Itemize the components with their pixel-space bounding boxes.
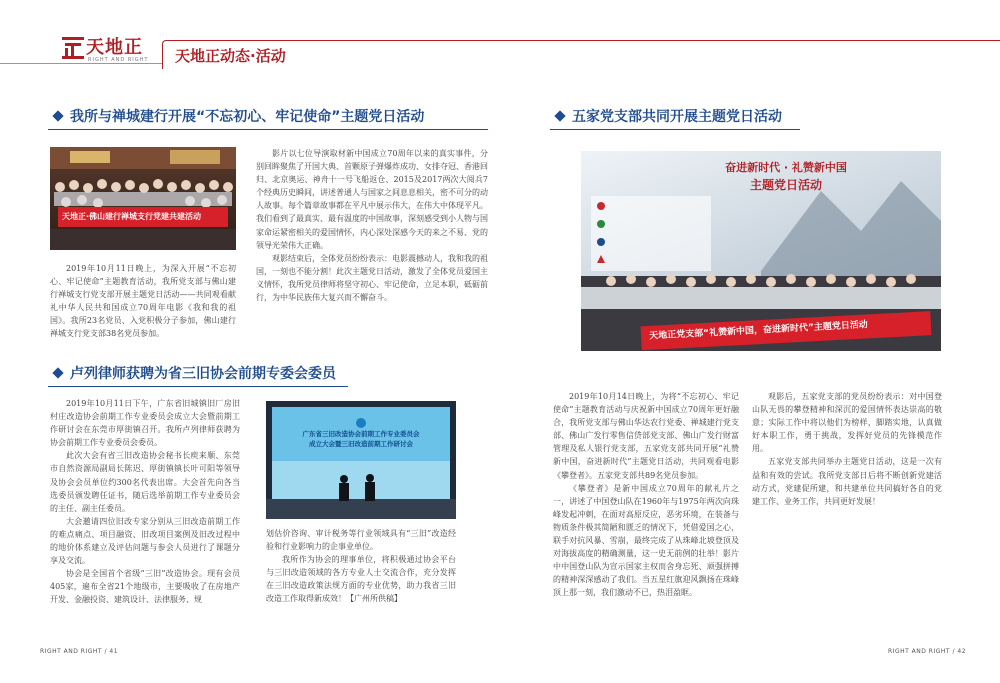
article2-text-left <box>50 397 240 607</box>
article3-title: 五家党支部共同开展主题党日活动 <box>572 109 782 125</box>
article1-title: 我所与禅城建行开展“不忘初心、牢记使命”主题党日活动 <box>70 109 425 125</box>
article3-text-right <box>752 390 942 508</box>
article2-title: 卢列律师获聘为省三旧协会前期专委会委员 <box>70 366 336 382</box>
article1-paragraph: 2019年10月11日晚上，为深入开展“不忘初心、牢记使命”主题教育活动，我所党支部与佛山建行禅城支行党支部开展主题党日活动——共同观看献礼中华人民共和国成立70周年电影《我和我的祖国》。我所23名党员、入党积极分子参加，佛山建行禅城支行党支部38名党员参加。 <box>50 264 236 339</box>
article3-photo-banner: 天地正党支部“礼赞新中国，奋进新时代”主题党日活动 <box>649 320 869 342</box>
article3-paragraph: 《攀登者》是新中国成立70周年的献礼片之一，讲述了中国登山队在1960年与1975年两次向珠峰发起冲刺，在面对高原反应，恶劣环境，在装备与物质条件极其简陋和匮乏的情况下，凭借爱国之心，联手对抗风暴、雪崩，最终完成了从珠峰北坡登顶及对海拔高度的精确测量，这一史无前例的壮举！影片中中国登山队为宣示国家主权而舍身忘死、顽强拼搏的精神深深感动了我们。当五星红旗迎风飘扬在珠峰顶上那一刻，我们激动不已，热泪盈眶。 <box>553 483 739 598</box>
page-number-right: RIGHT AND RIGHT / 42 <box>888 648 967 655</box>
logo-text: 天地正 <box>86 37 143 58</box>
article2-paragraph: 协会是全国首个省级“三旧”改造协会。现有会员405家，遍布全省21个地级市，主要吸收了在房地产开发、金融投资、建筑设计、法律服务、规 <box>50 569 240 605</box>
article2-paragraph: 此次大会有省三旧改造协会秘书长庾来顺、东莞市自然资源局副局长陈迟、厚街镇镇长叶可阳等领导及协会会员单位约300名代表出席。大会首先向各当选委员颁发聘任证书，随后选举前期工作专业委员会的主任、副主任委员。 <box>50 451 240 513</box>
diamond-bullet-icon <box>52 367 63 378</box>
article3-screen-title2: 主题党日活动 <box>749 178 822 192</box>
logo-subtitle: RIGHT AND RIGHT <box>88 57 149 63</box>
section-header <box>162 40 1000 69</box>
article3-paragraph: 2019年10月14日晚上，为将“不忘初心、牢记使命”主题教育活动与庆祝新中国成立70周年更好融合，我所党支部与佛山华达农行党委、禅城建行党支部、佛山广发行零售信贷部党支部、佛山广发行财富管理及私人银行党支部，五家党支部共同开展“礼赞新中国，奋进新时代”主题党日活动，共同观看电影《攀登者》。五家党支部共89名党员参加。 <box>553 392 739 480</box>
article1-photo <box>50 147 236 250</box>
diamond-bullet-icon <box>554 110 565 121</box>
page-number-left: RIGHT AND RIGHT / 41 <box>40 648 119 655</box>
article2-photo <box>266 401 456 519</box>
article2-text-right <box>266 527 456 606</box>
article1-paragraph: 观影结束后，全体党员纷纷表示：电影震撼动人，我和我的祖国，一刻也不能分割！此次主题党日活动，激发了全体党员爱国主义情怀，我所党员律师将坚守初心、牢记使命，立足本职，砥砺前行，为中华民族伟大复兴而不懈奋斗。 <box>256 253 488 303</box>
article2-screen-line2: 成立大会暨三旧改造前期工作研讨会 <box>309 440 413 448</box>
article2-screen-line1: 广东省三旧改造协会前期工作专业委员会 <box>302 430 420 438</box>
article1-text-left <box>50 262 236 341</box>
section-header-title: 天地正动态·活动 <box>175 47 286 65</box>
article3-paragraph: 观影后，五家党支部的党员纷纷表示：对中国登山队无畏的攀登精神和深沉的爱国情怀表达崇高的敬意；实际工作中将以他们为榜样，脚踏实地，认真做好本职工作，勇于挑战，发挥好党员的先锋模范作用。 <box>752 392 942 454</box>
article2-paragraph: 2019年10月11日下午，广东省旧城镇旧厂房旧村庄改造协会前期工作专业委员会成立大会暨前期工作研讨会在东莞市厚街镇召开。我所卢列律师获聘为协会前期工作专业委员会委员。 <box>50 399 240 448</box>
brand-logo <box>62 33 157 71</box>
article3-text-left <box>553 390 739 600</box>
article1-photo-banner: 天地正·佛山建行禅城支行党建共建活动 <box>62 212 202 221</box>
logo-mark-icon <box>62 37 84 59</box>
article3-heading <box>550 106 800 130</box>
article2-paragraph: 划估价咨询、审计税务等行业领域具有“三旧”改造经验和行业影响力的企事业单位。 <box>266 529 456 552</box>
article3-screen-title1: 奋进新时代 · 礼赞新中国 <box>725 161 847 174</box>
article1-text-right <box>256 147 488 304</box>
article2-paragraph: 我所作为协会的理事单位，将积极通过协会平台与三旧改造领域的各方专业人士交流合作，充分发挥在三旧改造政策法规方面的专业优势，助力我省三旧改造工作取得新成效！【广州所供稿】 <box>266 555 456 604</box>
diamond-bullet-icon <box>52 110 63 121</box>
article3-paragraph: 五家党支部共同举办主题党日活动，这是一次有益和有效的尝试。我所党支部日后将不断创新党建活动方式，党建促所建，和共建单位共同搞好各自的党建工作、业务工作，共同更好发展！ <box>752 457 942 506</box>
article1-heading <box>48 106 488 130</box>
article2-paragraph: 大会邀请四位旧改专家分别从三旧改造前期工作的难点痛点、项目融资、旧改项目案例及旧改过程中的地价体系建立及评估问题与参会人员进行了课题分享及交流。 <box>50 516 240 566</box>
article3-photo <box>581 151 941 351</box>
article1-paragraph: 影片以七位导演取材新中国成立70周年以来的真实事件，分别回眸聚焦了开国大典、首颗原子弹爆炸成功、女排夺冠、香港回归、北京奥运、神舟十一号飞船返仓、2015及2017两次大阅兵7个经典历史瞬间，讲述普通人与国家之间息息相关，密不可分的动人故事。每个篇章故事都在平凡中展示伟大，在伟大中体现平凡。我们看到了最真实、最有温度的中国故事，深刻感受到小人物与国家命运紧密相关的爱国情怀，内心深处深感今天的来之不易、党的领导光荣伟大正确。 <box>256 149 488 250</box>
header-divider-left <box>0 63 162 64</box>
article2-heading <box>48 363 348 387</box>
